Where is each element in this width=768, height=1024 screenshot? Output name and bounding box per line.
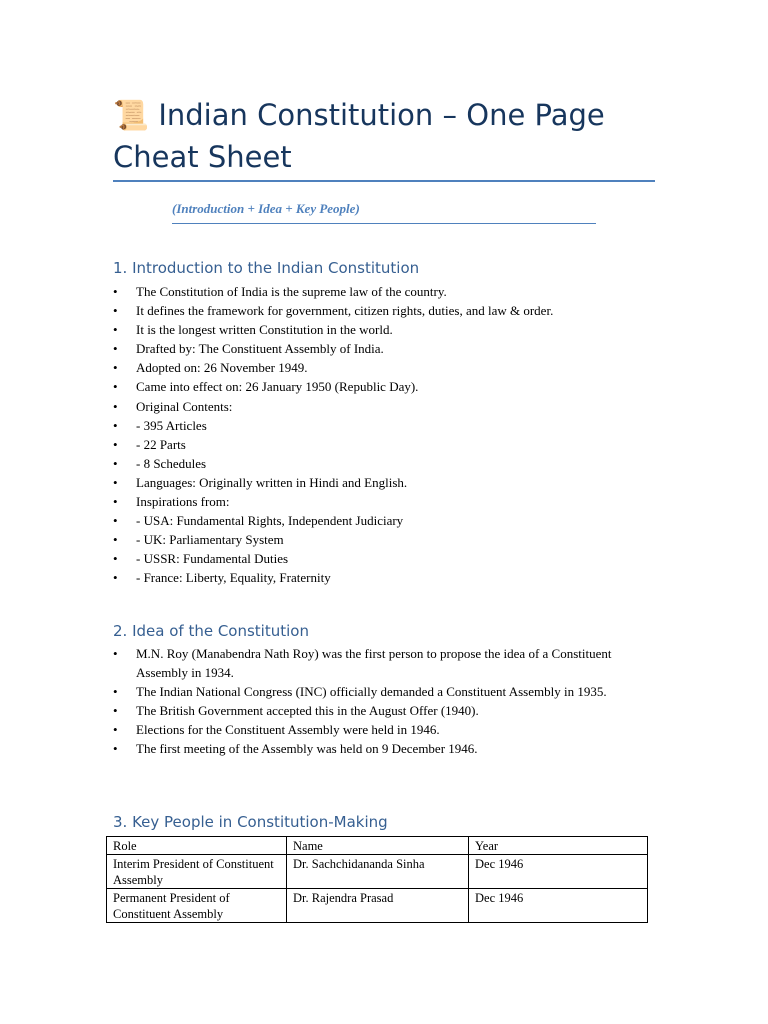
table-cell-name: Dr. Sachchidananda Sinha <box>287 855 469 889</box>
bullet-icon: • <box>113 436 118 452</box>
table-row <box>107 855 648 889</box>
list-item: • It is the longest written Constitution in the world. <box>113 320 653 339</box>
column-header-role: Role <box>107 837 287 855</box>
list-item: • Came into effect on: 26 January 1950 (Republic Day). <box>113 377 653 396</box>
list-item: • Languages: Originally written in Hindi and English. <box>113 473 653 492</box>
section-heading-key-people: 3. Key People in Constitution-Making <box>113 813 388 831</box>
bullet-icon: • <box>113 398 118 414</box>
column-header-year: Year <box>469 837 648 855</box>
list-item: • It defines the framework for government, citizen rights, duties, and law & order. <box>113 301 653 320</box>
bullet-icon: • <box>113 303 118 319</box>
page-subtitle: (Introduction + Idea + Key People) <box>172 200 596 224</box>
list-item: • - 395 Articles <box>113 416 653 435</box>
bullet-icon: • <box>113 532 118 548</box>
list-item: • Drafted by: The Constituent Assembly of India. <box>113 339 653 358</box>
bullet-icon: • <box>113 570 118 586</box>
list-item: • Adopted on: 26 November 1949. <box>113 358 653 377</box>
bullet-icon: • <box>113 722 118 738</box>
list-item: • Original Contents: <box>113 397 653 416</box>
list-item: • The British Government accepted this in the August Offer (1940). <box>113 701 653 720</box>
list-item: • M.N. Roy (Manabendra Nath Roy) was the first person to propose the idea of a Constituent Assembly in 1934. <box>113 646 612 681</box>
list-item: • - 8 Schedules <box>113 454 653 473</box>
table-cell-year: Dec 1946 <box>469 855 648 889</box>
table-cell-role: Permanent President of Constituent Assembly <box>107 889 287 923</box>
page-title: 📜 Indian Constitution – One Page Cheat Sheet <box>113 98 605 174</box>
bullet-icon: • <box>113 360 118 376</box>
bullet-icon: • <box>113 741 118 757</box>
bullet-icon: • <box>113 646 118 661</box>
bullet-icon: • <box>113 322 118 338</box>
list-item: • Inspirations from: <box>113 492 653 511</box>
key-people-table <box>106 836 648 923</box>
section-heading-idea: 2. Idea of the Constitution <box>113 622 309 640</box>
section-heading-introduction: 1. Introduction to the Indian Constitution <box>113 259 420 277</box>
list-item: • The first meeting of the Assembly was held on 9 December 1946. <box>113 739 653 758</box>
bullet-icon: • <box>113 684 118 700</box>
table-header-row <box>107 837 648 855</box>
bullet-icon: • <box>113 455 118 471</box>
bullet-icon: • <box>113 474 118 490</box>
table-cell-name: Dr. Rajendra Prasad <box>287 889 469 923</box>
bullet-icon: • <box>113 703 118 719</box>
list-item: • Elections for the Constituent Assembly were held in 1946. <box>113 720 653 739</box>
bullet-icon: • <box>113 551 118 567</box>
list-item: • - France: Liberty, Equality, Fraternity <box>113 568 653 587</box>
introduction-bullet-list <box>113 282 653 588</box>
bullet-icon: • <box>113 494 118 510</box>
table-cell-year: Dec 1946 <box>469 889 648 923</box>
column-header-name: Name <box>287 837 469 855</box>
idea-bullet-list <box>113 644 653 759</box>
list-item: • The Indian National Congress (INC) officially demanded a Constituent Assembly in 1935. <box>113 682 653 701</box>
list-item: • - UK: Parliamentary System <box>113 530 653 549</box>
bullet-icon: • <box>113 417 118 433</box>
list-item: • - USA: Fundamental Rights, Independent Judiciary <box>113 511 653 530</box>
list-item: • - USSR: Fundamental Duties <box>113 549 653 568</box>
table-row <box>107 889 648 923</box>
bullet-icon: • <box>113 379 118 395</box>
list-item: • - 22 Parts <box>113 435 653 454</box>
list-item: • The Constitution of India is the supreme law of the country. <box>113 282 653 301</box>
table-cell-role: Interim President of Constituent Assembly <box>107 855 287 889</box>
bullet-icon: • <box>113 513 118 529</box>
bullet-icon: • <box>113 284 118 299</box>
bullet-icon: • <box>113 341 118 357</box>
title-underline <box>113 180 655 182</box>
